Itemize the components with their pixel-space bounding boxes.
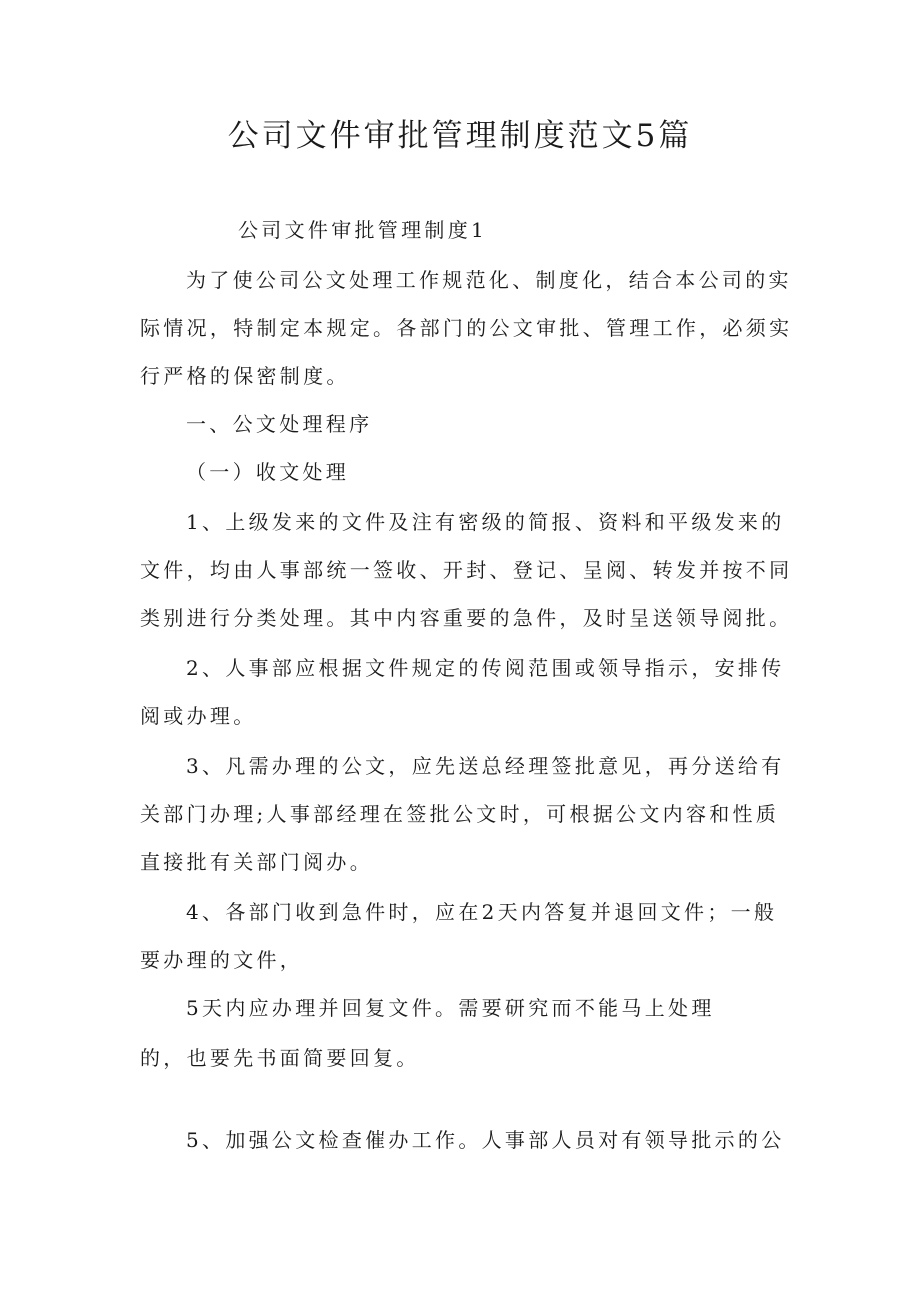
- paragraph-line: 关部门办理;人事部经理在签批公文时，可根据公文内容和性质: [140, 802, 780, 826]
- subsection-heading: （一）收文处理: [186, 460, 350, 484]
- paragraph-line: 际情况，特制定本规定。各部门的公文审批、管理工作，必须实: [140, 316, 793, 340]
- paragraph-line: 5、加强公文检查催办工作。人事部人员对有领导批示的公: [186, 1128, 785, 1152]
- paragraph-line: 文件，均由人事部统一签收、开封、登记、呈阅、转发并按不同: [140, 558, 793, 582]
- paragraph-line: 为了使公司公文处理工作规范化、制度化，结合本公司的实: [186, 268, 792, 292]
- paragraph-line: 4、各部门收到急件时，应在2天内答复并退回文件；一般: [186, 900, 778, 924]
- paragraph-line: 3、凡需办理的公文，应先送总经理签批意见，再分送给有: [186, 754, 785, 778]
- paragraph-line: 直接批有关部门阅办。: [140, 850, 373, 874]
- paragraph-line: 1、上级发来的文件及注有密级的简报、资料和平级发来的: [186, 510, 785, 534]
- subsection-heading: 一、公文处理程序: [186, 412, 373, 436]
- paragraph-line: 行严格的保密制度。: [140, 364, 350, 388]
- paragraph-line: 5天内应办理并回复文件。需要研究而不能马上处理: [186, 996, 715, 1020]
- paragraph-line: 的，也要先书面简要回复。: [140, 1046, 420, 1070]
- paragraph-line: 类别进行分类处理。其中内容重要的急件，及时呈送领导阅批。: [140, 606, 793, 630]
- document-title: 公司文件审批管理制度范文5篇: [227, 118, 693, 154]
- paragraph-line: 2、人事部应根据文件规定的传阅范围或领导指示，安排传: [186, 656, 785, 680]
- section-heading: 公司文件审批管理制度1: [238, 218, 488, 242]
- paragraph-line: 要办理的文件，: [140, 948, 304, 972]
- paragraph-line: 阅或办理。: [140, 704, 257, 728]
